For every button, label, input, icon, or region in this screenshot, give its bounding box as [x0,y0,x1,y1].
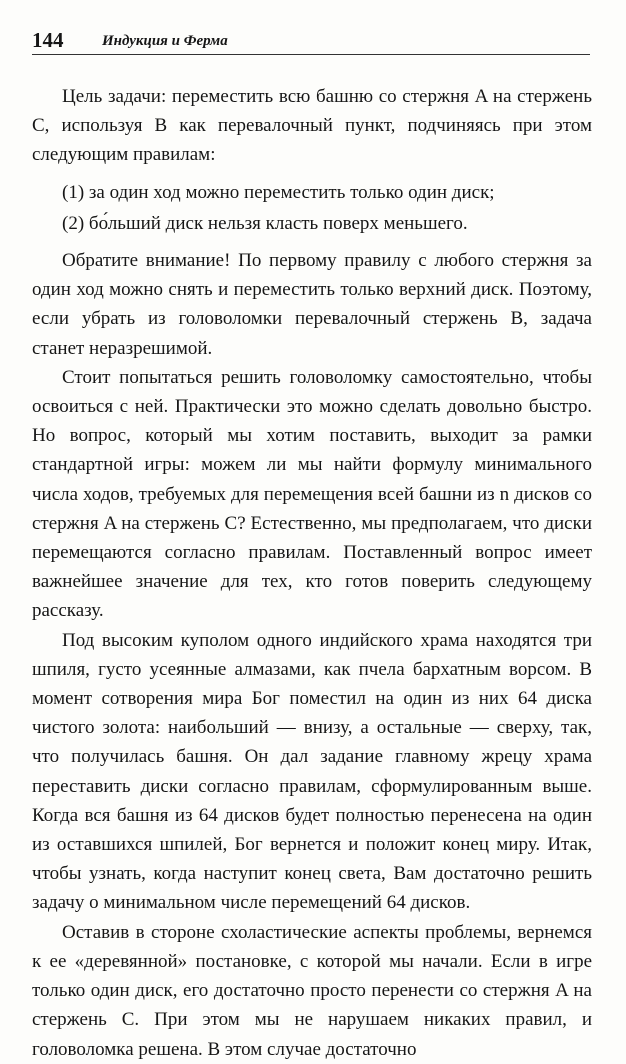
paragraph-one-disk: Оставив в стороне схоластические аспекты проблемы, вернемся к ее «деревянной» постановке, с которой мы начали. Если в игре только один диск, его достаточно просто перенести со стержня A на стержень C. При этом мы не нарушаем никаких правил, и головоломка решена. В этом случае достаточно [32,921,592,1060]
paragraph-note: Обратите внимание! По первому правилу с любого стержня за один ход можно снять и переместить только верхний диск. Поэтому, если убрать из головоломки перевалочный стержень B, задача станет неразрешимой. [32,250,592,359]
rule-one: (1) за один ход можно переместить только один диск; [62,181,495,203]
paragraph-goal: Цель задачи: переместить всю башню со стержня A на стержень C, используя B как перевалочный пункт, подчиняясь при этом следующим правилам: [32,86,592,166]
running-title: Индукция и Ферма [102,33,228,49]
page-number: 144 [32,28,64,52]
paragraph-legend: Под высоким куполом одного индийского храма находятся три шпиля, густо усеянные алмазами, как пчела бархатным ворсом. В момент сотворения мира Бог поместил на один из них 64 диска чистого золота: наибольший — внизу, а остальные — сверху, так, что получилась башня. Он дал задание главному жрецу храма переставить диски согласно правилам, сформулированным выше. Когда вся башня из 64 дисков будет полностью перенесена на один из оставшихся шпилей, Бог вернется и положит конец миру. Итак, чтобы узнать, когда наступит конец света, Вам достаточно решить задачу о минимальном числе перемещений 64 дисков. [32,629,592,914]
paragraph-question: Стоит попытаться решить головоломку самостоятельно, чтобы освоиться с ней. Практически это можно сделать довольно быстро. Но вопрос, который мы хотим поставить, выходит за рамки стандартной игры: можем ли мы найти формулу минимального числа ходов, требуемых для перемещения всей башни из n дисков со стержня A на стержень C? Естественно, мы предполагаем, что диски перемещаются согласно правилам. Поставленный вопрос имеет важнейшее значение для тех, кто готов поверить следующему рассказу. [32,366,592,622]
rule-two: (2) бо́льший диск нельзя класть поверх меньшего. [62,212,468,234]
body-text [32,82,592,1064]
running-header [32,28,590,55]
